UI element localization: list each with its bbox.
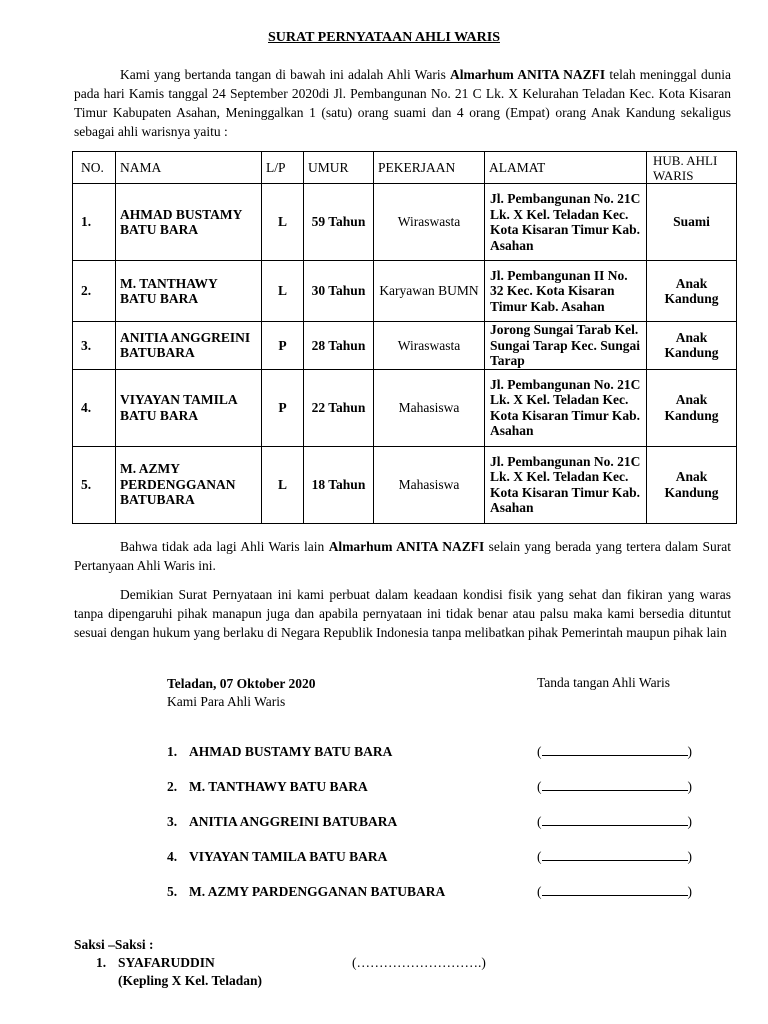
table-row xyxy=(73,446,737,523)
table-row xyxy=(73,261,737,322)
header-pekerjaan: PEKERJAAN xyxy=(374,152,485,184)
slot-line xyxy=(542,815,688,826)
slot-close: ) xyxy=(687,744,692,759)
signature-number: 3. xyxy=(167,814,178,829)
row-alamat: Jl. Pembangunan No. 21C Lk. X Kel. Teladan Kec. Kota Kisaran Timur Kab. Asahan xyxy=(485,184,647,261)
row-lp: P xyxy=(262,369,304,446)
row-nama: M. TANTHAWY BATU BARA xyxy=(116,261,262,322)
row-alamat: Jl. Pembangunan II No. 32 Kec. Kota Kisaran Timur Kab. Asahan xyxy=(485,261,647,322)
slot-line xyxy=(542,885,688,896)
signature-number: 4. xyxy=(167,849,178,864)
signature-name: ANITIA ANGGREINI BATUBARA xyxy=(189,814,398,829)
signature-name: M. AZMY PARDENGGANAN BATUBARA xyxy=(189,884,446,899)
place-date: Teladan, 07 Oktober 2020 xyxy=(167,676,316,691)
slot-open: ( xyxy=(537,884,542,899)
slot-close: ) xyxy=(687,814,692,829)
signature-number: 5. xyxy=(167,884,178,899)
slot-line xyxy=(542,850,688,861)
witnesses-label: Saksi –Saksi : xyxy=(74,937,154,952)
row-pekerjaan: Mahasiswa xyxy=(374,369,485,446)
row-nama: AHMAD BUSTAMY BATU BARA xyxy=(116,184,262,261)
header-no: NO. xyxy=(73,152,116,184)
slot-close: ) xyxy=(687,779,692,794)
statement-deceased-name: Almarhum ANITA NAZFI xyxy=(328,539,485,554)
statement-paragraph xyxy=(74,537,731,575)
row-lp: P xyxy=(262,322,304,370)
closing-paragraph: Demikian Surat Pernyataan ini kami perbuat dalam keadaan kondisi fisik yang sehat dan fikiran yang waras tanpa dipengaruhi pihak manapun juga dan apabila pernyataan ini tidak benar atau palsu maka kami bersedia dituntut sesuai dengan hukum yang berlaku di Negara Republik Indonesia tanpa melibatkan pihak Pemerintah maupun pihak lain xyxy=(74,587,731,640)
table-row xyxy=(73,369,737,446)
intro-text-before: Kami yang bertanda tangan di bawah ini adalah Ahli Waris xyxy=(120,67,451,82)
row-no: 4. xyxy=(73,369,116,446)
row-pekerjaan: Karyawan BUMN xyxy=(374,261,485,322)
row-nama: M. AZMY PERDENGGANAN BATUBARA xyxy=(116,446,262,523)
signature-slot xyxy=(537,849,692,865)
header-nama: NAMA xyxy=(116,152,262,184)
header-hub: HUB. AHLI WARIS xyxy=(647,152,737,184)
signature-line xyxy=(167,849,387,865)
deceased-name: Almarhum ANITA NAZFI xyxy=(450,67,606,82)
signature-block-left xyxy=(167,675,316,711)
signature-slot xyxy=(537,814,692,830)
statement-text-before: Bahwa tidak ada lagi Ahli Waris lain xyxy=(120,539,329,554)
heirs-table xyxy=(72,151,737,524)
row-umur: 18 Tahun xyxy=(304,446,374,523)
slot-open: ( xyxy=(537,744,542,759)
signature-name: AHMAD BUSTAMY BATU BARA xyxy=(189,744,393,759)
witness-signature-line: (……………………….) xyxy=(352,955,486,970)
slot-open: ( xyxy=(537,814,542,829)
table-row xyxy=(73,184,737,261)
signature-name: VIYAYAN TAMILA BATU BARA xyxy=(189,849,388,864)
row-pekerjaan: Wiraswasta xyxy=(374,322,485,370)
signature-slot xyxy=(537,744,692,760)
witness-name: SYAFARUDDIN xyxy=(118,955,215,970)
row-no: 2. xyxy=(73,261,116,322)
slot-line xyxy=(542,780,688,791)
signature-line xyxy=(167,884,445,900)
signature-line xyxy=(167,779,368,795)
header-lp: L/P xyxy=(262,152,304,184)
slot-line xyxy=(542,745,688,756)
signature-slot xyxy=(537,884,692,900)
signature-number: 1. xyxy=(167,744,178,759)
statement-text-after: selain yang berada yang tertera dalam Surat Pertanyaan Ahli Waris ini. xyxy=(74,539,731,573)
row-lp: L xyxy=(262,446,304,523)
slot-open: ( xyxy=(537,779,542,794)
row-no: 5. xyxy=(73,446,116,523)
row-pekerjaan: Wiraswasta xyxy=(374,184,485,261)
row-hub: Suami xyxy=(647,184,737,261)
signature-slot xyxy=(537,779,692,795)
document-title: SURAT PERNYATAAN AHLI WARIS xyxy=(268,30,500,45)
row-umur: 28 Tahun xyxy=(304,322,374,370)
row-alamat: Jl. Pembangunan No. 21C Lk. X Kel. Teladan Kec. Kota Kisaran Timur Kab. Asahan xyxy=(485,446,647,523)
row-alamat: Jl. Pembangunan No. 21C Lk. X Kel. Teladan Kec. Kota Kisaran Timur Kab. Asahan xyxy=(485,369,647,446)
slot-open: ( xyxy=(537,849,542,864)
witness-number: 1. xyxy=(96,955,107,970)
row-alamat: Jorong Sungai Tarab Kel. Sungai Tarap Kec. Sungai Tarap xyxy=(485,322,647,370)
row-lp: L xyxy=(262,184,304,261)
row-nama: ANITIA ANGGREINI BATUBARA xyxy=(116,322,262,370)
signature-line xyxy=(167,744,392,760)
row-umur: 59 Tahun xyxy=(304,184,374,261)
header-alamat: ALAMAT xyxy=(485,152,647,184)
table-row xyxy=(73,322,737,370)
row-lp: L xyxy=(262,261,304,322)
row-hub: Anak Kandung xyxy=(647,446,737,523)
slot-close: ) xyxy=(687,849,692,864)
row-no: 1. xyxy=(73,184,116,261)
signature-heading: Tanda tangan Ahli Waris xyxy=(537,675,671,690)
witness-role: (Kepling X Kel. Teladan) xyxy=(118,973,263,988)
witness-entry xyxy=(96,955,262,989)
row-pekerjaan: Mahasiswa xyxy=(374,446,485,523)
intro-text-after: telah meninggal dunia pada hari Kamis tanggal 24 September 2020di Jl. Pembangunan No. 21 C Lk. X Kelurahan Teladan Kec. Kota Kisaran Timur Kabupaten Asahan, Meninggalkan 1 (satu) orang suami dan 4 orang (Empat) orang Anak Kandung sekaligus sebagai ahli warisnya yaitu : xyxy=(74,67,731,139)
signature-name: M. TANTHAWY BATU BARA xyxy=(189,779,368,794)
row-umur: 30 Tahun xyxy=(304,261,374,322)
signatories-label: Kami Para Ahli Waris xyxy=(167,694,286,709)
slot-close: ) xyxy=(687,884,692,899)
row-hub: Anak Kandung xyxy=(647,261,737,322)
row-hub: Anak Kandung xyxy=(647,369,737,446)
signature-line xyxy=(167,814,397,830)
table-header-row xyxy=(73,152,737,184)
row-nama: VIYAYAN TAMILA BATU BARA xyxy=(116,369,262,446)
signature-number: 2. xyxy=(167,779,178,794)
row-umur: 22 Tahun xyxy=(304,369,374,446)
header-umur: UMUR xyxy=(304,152,374,184)
row-no: 3. xyxy=(73,322,116,370)
intro-paragraph xyxy=(74,65,731,141)
row-hub: Anak Kandung xyxy=(647,322,737,370)
